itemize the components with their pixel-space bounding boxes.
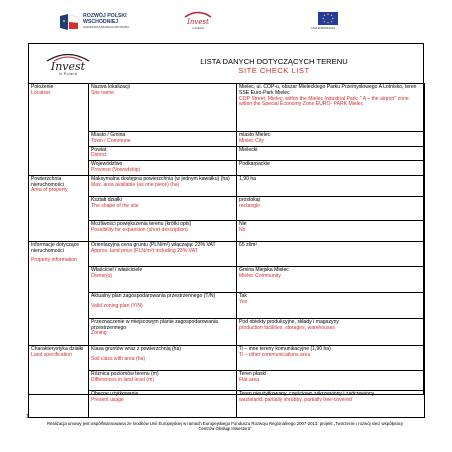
label-en: Owner(s) bbox=[91, 272, 112, 279]
group-cell-info bbox=[29, 241, 89, 345]
title-pl: LISTA DANYCH DOTYCZĄCYCH TERENU bbox=[200, 57, 348, 66]
pr-logo-subtitle: NARODOWA STRATEGIA SPÓJNOŚCI bbox=[83, 26, 130, 29]
label-cell bbox=[89, 84, 237, 132]
group-label-pl: Powierzchnia nieruchomości bbox=[31, 175, 64, 188]
value-cell bbox=[237, 370, 425, 390]
value-pl: Teren płaski bbox=[239, 370, 267, 377]
value-cell bbox=[237, 175, 425, 196]
value-cell bbox=[237, 266, 425, 292]
invest-small-sub: in Poland bbox=[192, 26, 204, 30]
value-en: production facilities, storages, warehouses bbox=[239, 324, 335, 331]
pr-logo-name: ROZWÓJ POLSKI WSCHODNIEJ bbox=[83, 13, 127, 25]
label-en: Soil class with area (ha) bbox=[91, 355, 146, 362]
label-pl: Kształt działki bbox=[91, 196, 122, 203]
logo-bar bbox=[58, 10, 398, 36]
table-row bbox=[29, 318, 425, 345]
value-cell bbox=[237, 390, 425, 417]
flag-icon bbox=[58, 12, 80, 32]
table-row bbox=[29, 370, 425, 390]
group-label-pl: Informacje dotyczące nieruchomości bbox=[31, 241, 80, 254]
label-en: Max. area available (as one piece) (ha) bbox=[91, 181, 180, 188]
group-label-en: Property information bbox=[31, 257, 77, 264]
page-number: 1 bbox=[26, 414, 30, 420]
label-pl: Możliwości powiększenia terenu (krótki opis) bbox=[91, 220, 192, 227]
label-en: Present usage bbox=[91, 396, 124, 403]
value-en: rectangle bbox=[239, 202, 260, 209]
label-en: The shape of the site bbox=[91, 202, 139, 209]
value-pl: Mielecki bbox=[239, 146, 258, 153]
label-en: Valid zoning plan (Y/N) bbox=[91, 302, 143, 309]
value-pl: Pod obiekty produkcyjne, składy i magazyny bbox=[239, 318, 339, 325]
label-cell bbox=[89, 318, 237, 345]
eu-logo bbox=[308, 12, 348, 34]
pr-logo-text bbox=[83, 13, 158, 31]
value-pl: 65 zł/m² bbox=[239, 241, 258, 248]
label-cell bbox=[89, 146, 237, 161]
table-row bbox=[29, 175, 425, 196]
label-cell bbox=[89, 345, 237, 370]
value-cell bbox=[237, 84, 425, 132]
group-label-pl: Położenie bbox=[31, 84, 54, 90]
value-en: Flat area bbox=[239, 376, 260, 383]
label-pl: Różnica poziomów terenu (m) bbox=[91, 370, 159, 377]
value-cell bbox=[237, 132, 425, 147]
label-en: Zoning bbox=[91, 330, 107, 337]
rozwoj-polski-wschodniej-logo bbox=[58, 12, 158, 34]
value-pl: Gmina Miejska Mielec bbox=[239, 266, 289, 273]
table-row bbox=[29, 266, 425, 292]
table-row bbox=[29, 161, 425, 176]
value-cell bbox=[237, 318, 425, 345]
invest-logo-word: Invest bbox=[50, 60, 86, 73]
table-row bbox=[29, 220, 425, 241]
label-cell bbox=[89, 390, 237, 417]
label-cell bbox=[89, 175, 237, 196]
label-pl: Obecne użytkowanie bbox=[91, 390, 139, 397]
value-pl: Tak bbox=[239, 292, 247, 299]
value-pl: Mielec, ul. COP-u, obszar Mieleckiego Parku Przemysłowego A Lotnisko, teren SSE Euro-Park Mielec bbox=[239, 84, 417, 96]
label-pl: Orientacyjna cena gruntu (PLN/m²) włączając 23% VAT bbox=[91, 241, 216, 248]
table-row bbox=[29, 146, 425, 161]
value-pl: 1,90 ha bbox=[239, 175, 256, 182]
label-cell bbox=[89, 241, 237, 266]
label-pl: Powiat bbox=[91, 146, 107, 153]
label-en: Town / Commune bbox=[91, 137, 131, 144]
value-en: Yes bbox=[239, 298, 248, 305]
table-row bbox=[29, 196, 425, 220]
title-en: SITE CHECK LIST bbox=[238, 66, 310, 75]
table-row bbox=[29, 345, 425, 370]
label-en: Site name bbox=[91, 89, 114, 96]
label-pl: Właściciel / właściciele bbox=[91, 266, 143, 273]
footer-note: Realizacja umowy jest współfinansowana ze środków Unii Europejskiej w ramach Europejskiego Funduszu Rozwoju Regionalnego 2007-2013, projekt „Tworzenie i rozwój sieci współpracy Centrów Obsługi Inwestora" bbox=[46, 421, 404, 431]
group-cell-char bbox=[29, 345, 89, 417]
document-header bbox=[28, 43, 424, 83]
group-cell-area bbox=[29, 175, 89, 241]
value-cell bbox=[237, 146, 425, 161]
label-cell bbox=[89, 220, 237, 241]
invest-in-poland-small-logo bbox=[178, 10, 218, 34]
value-cell bbox=[237, 292, 425, 318]
eu-flag-icon bbox=[318, 12, 338, 25]
label-cell bbox=[89, 132, 237, 147]
value-cell bbox=[237, 345, 425, 370]
label-pl: Aktualny plan zagospodarowania przestrzennego (T/N) bbox=[91, 292, 216, 299]
value-cell bbox=[237, 241, 425, 266]
label-en: District bbox=[91, 152, 107, 159]
value-cell bbox=[237, 161, 425, 176]
table-row bbox=[29, 292, 425, 318]
value-cell bbox=[237, 196, 425, 220]
invest-logo-sub: in Poland bbox=[58, 72, 78, 76]
value-en: COP Street, Mielec, within the Mielec Industrial Park; " A – the airport" zone within the Special Economy Zone EURO- PARK Mielec bbox=[239, 95, 409, 108]
value-en: Mielec Community bbox=[239, 272, 281, 279]
label-cell bbox=[89, 266, 237, 292]
value-cell bbox=[237, 220, 425, 241]
value-pl: Ti – inne tereny komunikacyjne (1,90 ha) bbox=[239, 345, 331, 352]
label-cell bbox=[89, 292, 237, 318]
group-label-en: Location bbox=[31, 89, 51, 96]
label-pl: Nazwa lokalizacji bbox=[91, 84, 130, 90]
table-row bbox=[29, 132, 425, 147]
value-en: Mielec City bbox=[239, 137, 264, 144]
value-en: wasteland, partially shrubby, partially tree-covered bbox=[239, 396, 352, 403]
label-pl: Przeznaczenie w miejscowym planie zagospodarowania przestrzennego bbox=[91, 318, 218, 331]
table-row bbox=[29, 241, 425, 266]
label-en: Approx. land price (PLN/m²) including 23% VAT bbox=[91, 247, 198, 254]
eu-logo-text: UNIA EUROPEJSKA bbox=[311, 27, 336, 30]
value-pl: Teren nieużytkowany, częściowo zakrzewiony i zadrzewiony bbox=[239, 390, 375, 397]
value-pl: Nie bbox=[239, 220, 247, 227]
label-cell bbox=[89, 370, 237, 390]
group-label-pl: Charakterystyka działki bbox=[31, 345, 84, 352]
label-pl: Klasa gruntów wraz z powierzchnią (ha) bbox=[91, 345, 182, 352]
group-label-en: Land specification bbox=[31, 351, 72, 358]
label-pl: Województwo bbox=[91, 161, 123, 168]
label-cell bbox=[89, 161, 237, 176]
invest-wave-icon bbox=[183, 10, 213, 19]
value-pl: prostokąt bbox=[239, 196, 260, 203]
label-en: Province (Voivodship) bbox=[91, 166, 141, 173]
table-row bbox=[29, 390, 425, 417]
value-pl: Podkarpackie bbox=[239, 161, 270, 168]
value-pl: miasto Mielec bbox=[239, 132, 271, 138]
site-check-table bbox=[28, 83, 425, 418]
page-title bbox=[156, 57, 392, 75]
label-pl: Maksymalna dostępna powierzchnia (w jednym kawałku) (ha) bbox=[91, 175, 230, 182]
label-en: Differences in land level (m) bbox=[91, 376, 155, 383]
table-row bbox=[29, 84, 425, 132]
label-en: Possibility for expansion (short description) bbox=[91, 226, 188, 233]
value-en: Ti – other communications area bbox=[239, 351, 311, 358]
label-cell bbox=[89, 196, 237, 220]
label-pl: Miasto / Gmina bbox=[91, 132, 126, 138]
invest-in-poland-logo bbox=[38, 51, 98, 77]
invest-small-word: Invest bbox=[187, 18, 209, 26]
group-cell-location bbox=[29, 84, 89, 176]
group-label-en: Area of property bbox=[31, 187, 68, 194]
value-en: No bbox=[239, 226, 246, 233]
